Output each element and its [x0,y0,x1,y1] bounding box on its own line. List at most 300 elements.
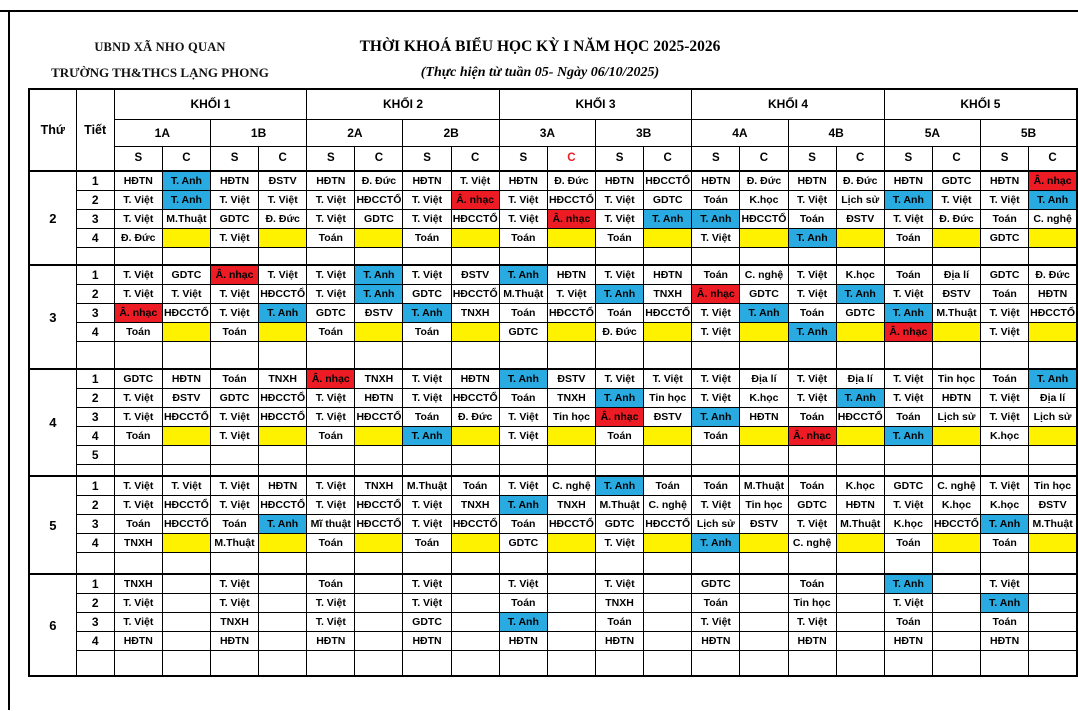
subject-cell: Đ. Đức [740,171,788,190]
session-header: C [1029,146,1077,171]
subject-cell: Tin học [932,369,980,388]
subject-cell: Toán [596,303,644,322]
empty-cell [403,247,451,265]
subject-cell: Â. nhạc [547,209,595,228]
subject-cell: Toán [788,574,836,593]
empty-cell [210,341,258,369]
subject-cell: Toán [210,369,258,388]
day-label: 6 [29,574,76,676]
subject-cell: TNXH [355,476,403,495]
empty-cell [547,552,595,574]
subject-cell: GDTC [403,612,451,631]
subject-cell [355,612,403,631]
empty-cell [740,341,788,369]
empty-cell [788,464,836,476]
session-header: C [740,146,788,171]
subject-cell: GDTC [162,265,210,284]
day-label: 5 [29,476,76,574]
empty-cell [403,650,451,676]
subject-cell: T. Anh [981,514,1029,533]
period-number: 1 [76,574,114,593]
day-block-3 [29,265,1077,369]
subject-cell: HĐTN [884,631,932,650]
empty-cell [259,247,307,265]
subject-cell: ĐSTV [836,209,884,228]
empty-cell [692,650,740,676]
subject-cell [932,533,980,552]
subject-cell: T. Anh [836,284,884,303]
subject-cell: T. Anh [259,303,307,322]
subject-cell: Toán [884,407,932,426]
period-number: 2 [76,495,114,514]
subject-cell [692,445,740,464]
period-number-empty [76,552,114,574]
subject-cell: HĐTN [884,171,932,190]
subject-cell [836,612,884,631]
subject-cell [355,228,403,247]
timetable-row [29,190,1077,209]
subject-cell [162,322,210,341]
empty-cell [932,464,980,476]
session-header: S [981,146,1029,171]
subject-cell: Toán [114,322,162,341]
empty-cell [932,341,980,369]
empty-cell [836,650,884,676]
subject-cell: T. Anh [884,190,932,209]
subject-cell: TNXH [259,369,307,388]
subject-cell: HĐTN [403,631,451,650]
subject-cell: GDTC [740,284,788,303]
subject-cell: TNXH [210,612,258,631]
subject-cell: T. Anh [499,369,547,388]
subject-cell [644,426,692,445]
empty-cell [692,552,740,574]
period-number: 3 [76,407,114,426]
subject-cell [788,445,836,464]
subject-cell [644,574,692,593]
subject-cell: TNXH [547,388,595,407]
subject-cell: HĐTN [644,265,692,284]
subject-cell: T. Việt [210,284,258,303]
subject-cell: Â. nhạc [596,407,644,426]
subject-cell: TNXH [596,593,644,612]
subject-cell: Địa lí [836,369,884,388]
day-block-4 [29,369,1077,476]
subject-cell: T. Việt [932,190,980,209]
subject-cell: HĐCCTỔ [644,171,692,190]
subject-cell: T. Việt [981,322,1029,341]
subject-cell: HĐTN [307,171,355,190]
subject-cell: T. Việt [692,369,740,388]
empty-cell [644,650,692,676]
subject-cell: Toán [788,209,836,228]
subject-cell: T. Việt [210,190,258,209]
group-header-5: KHỐI 5 [884,89,1077,119]
subject-cell: HĐCCTỔ [355,190,403,209]
timetable-row [29,228,1077,247]
period-number-empty [76,464,114,476]
subject-cell: Địa lí [932,265,980,284]
subject-cell [259,593,307,612]
subject-cell: GDTC [210,209,258,228]
subject-cell: T. Anh [836,388,884,407]
subject-cell [355,574,403,593]
subject-cell [1029,228,1077,247]
subject-cell [547,228,595,247]
subject-cell: T. Việt [644,369,692,388]
subject-cell [259,426,307,445]
subject-cell: HĐTN [210,631,258,650]
subject-cell: Toán [692,426,740,445]
subject-cell: Toán [499,228,547,247]
period-number: 1 [76,171,114,190]
subject-cell: T. Việt [596,574,644,593]
subject-cell: K.học [932,495,980,514]
subject-cell: T. Việt [692,612,740,631]
empty-cell [114,464,162,476]
subject-cell: HĐTN [788,631,836,650]
empty-cell [644,341,692,369]
subject-cell: T. Việt [114,388,162,407]
subject-cell: T. Việt [210,495,258,514]
empty-cell [1029,464,1077,476]
subject-cell: Â. nhạc [307,369,355,388]
subject-cell: T. Việt [788,190,836,209]
subject-cell: T. Anh [788,228,836,247]
subject-cell: Địa lí [740,369,788,388]
subject-cell: Mĩ thuật [307,514,355,533]
subject-cell: T. Việt [210,574,258,593]
empty-cell [355,247,403,265]
timetable-row [29,631,1077,650]
subject-cell [499,445,547,464]
subject-cell: Toán [499,388,547,407]
empty-cell [596,650,644,676]
group-header-2: KHỐI 2 [307,89,500,119]
empty-cell [499,341,547,369]
period-number: 4 [76,631,114,650]
class-header-5B: 5B [981,119,1077,146]
subject-cell: Toán [884,612,932,631]
subject-cell: TNXH [114,574,162,593]
empty-cell [403,552,451,574]
subject-cell: Đ. Đức [547,171,595,190]
subject-cell: T. Việt [307,612,355,631]
class-header-3B: 3B [596,119,692,146]
subject-cell: T. Việt [307,388,355,407]
subject-cell: T. Việt [162,284,210,303]
subject-cell: HĐTN [740,407,788,426]
empty-cell [114,341,162,369]
subject-cell: HĐCCTỔ [451,388,499,407]
subject-cell [1029,574,1077,593]
subject-cell: Lịch sử [836,190,884,209]
subject-cell: T. Anh [162,190,210,209]
subject-cell [740,426,788,445]
subject-cell: T. Việt [981,407,1029,426]
subject-cell: M.Thuật [932,303,980,322]
subject-cell [259,228,307,247]
period-number: 4 [76,322,114,341]
session-header: S [403,146,451,171]
subject-cell: K.học [836,265,884,284]
timetable-row [29,369,1077,388]
subject-cell: K.học [981,495,1029,514]
empty-cell [162,464,210,476]
empty-cell [884,464,932,476]
subject-cell: HĐCCTỔ [355,514,403,533]
empty-cell [596,552,644,574]
subject-cell: HĐTN [114,171,162,190]
empty-cell [692,247,740,265]
empty-cell [932,247,980,265]
period-number: 4 [76,228,114,247]
subject-cell [451,445,499,464]
empty-cell [259,341,307,369]
subject-cell [355,533,403,552]
session-header: S [114,146,162,171]
subject-cell [740,612,788,631]
subject-cell: HĐCCTỔ [162,407,210,426]
subject-cell: HĐTN [547,265,595,284]
empty-cell [740,247,788,265]
empty-cell [162,552,210,574]
subject-cell: ĐSTV [547,369,595,388]
subject-cell [355,631,403,650]
subject-cell: HĐTN [596,631,644,650]
subject-cell: T. Việt [114,284,162,303]
subject-cell: T. Việt [210,303,258,322]
subject-cell: T. Việt [596,190,644,209]
subject-cell: ĐSTV [740,514,788,533]
subject-cell: HĐTN [162,369,210,388]
subject-cell: Đ. Đức [451,407,499,426]
subject-cell: C. nghệ [547,476,595,495]
subject-cell: M.Thuật [162,209,210,228]
subject-cell: HĐCCTỔ [740,209,788,228]
subject-cell: Đ. Đức [932,209,980,228]
subject-cell: Â. nhạc [114,303,162,322]
page-frame-top-line [0,10,1078,12]
subject-cell: T. Việt [114,265,162,284]
subject-cell [932,445,980,464]
empty-cell [740,552,788,574]
subject-cell: C. nghệ [1029,209,1077,228]
subject-cell: T. Anh [981,593,1029,612]
subject-cell: Toán [692,265,740,284]
subject-cell: C. nghệ [644,495,692,514]
subject-cell: GDTC [596,514,644,533]
timetable-row [29,533,1077,552]
timetable-row [29,284,1077,303]
empty-cell [836,247,884,265]
subject-cell: Toán [210,514,258,533]
empty-cell [596,341,644,369]
day-filler-row [29,247,1077,265]
subject-cell [740,445,788,464]
subject-cell: GDTC [114,369,162,388]
subject-cell: T. Việt [114,190,162,209]
subject-cell: T. Việt [692,322,740,341]
subject-cell: Tin học [788,593,836,612]
subject-cell: HĐCCTỔ [355,495,403,514]
empty-cell [788,552,836,574]
subject-cell [259,612,307,631]
subject-cell: T. Việt [114,407,162,426]
subject-cell: T. Việt [596,533,644,552]
subject-cell [162,426,210,445]
empty-cell [403,464,451,476]
subject-cell: Toán [884,265,932,284]
session-header: S [788,146,836,171]
subject-cell [547,612,595,631]
subject-cell: T. Anh [884,303,932,322]
subject-cell: Toán [788,476,836,495]
empty-cell [932,650,980,676]
subject-cell: Lịch sử [932,407,980,426]
subject-cell: T. Việt [307,209,355,228]
subject-cell: Toán [403,228,451,247]
session-header: S [596,146,644,171]
subject-cell [355,445,403,464]
empty-cell [836,341,884,369]
subject-cell: HĐTN [596,171,644,190]
empty-cell [788,650,836,676]
subject-cell: T. Anh [692,209,740,228]
subject-cell [884,445,932,464]
subject-cell: Toán [210,322,258,341]
subject-cell: K.học [884,514,932,533]
subject-cell: TNXH [451,303,499,322]
subject-cell: HĐTN [259,476,307,495]
subject-cell: Toán [499,593,547,612]
session-header: C [451,146,499,171]
subject-cell: T. Anh [355,265,403,284]
subject-cell: T. Việt [403,574,451,593]
subject-cell: T. Việt [692,303,740,322]
subject-cell: C. nghệ [788,533,836,552]
period-number: 2 [76,388,114,407]
subject-cell: T. Việt [307,476,355,495]
empty-cell [259,552,307,574]
subject-cell [162,445,210,464]
session-header: S [210,146,258,171]
subject-cell [547,322,595,341]
school-header [30,40,290,81]
day-label: 4 [29,369,76,476]
subject-cell: ĐSTV [259,171,307,190]
subject-cell: T. Việt [884,369,932,388]
page-subtitle: (Thực hiện từ tuần 05- Ngày 06/10/2025) [420,65,660,80]
subject-cell: T. Việt [114,593,162,612]
timetable-row [29,612,1077,631]
subject-cell: T. Anh [692,533,740,552]
period-number-empty [76,341,114,369]
empty-cell [499,650,547,676]
subject-cell: K.học [740,388,788,407]
session-header: S [307,146,355,171]
period-number: 3 [76,514,114,533]
empty-cell [596,464,644,476]
timetable-row [29,388,1077,407]
subject-cell [210,445,258,464]
subject-cell: T. Việt [259,265,307,284]
subject-cell: HĐCCTỔ [259,495,307,514]
subject-cell: HĐTN [981,171,1029,190]
subject-cell [451,631,499,650]
subject-cell: T. Việt [162,476,210,495]
header-row-groups [29,89,1077,119]
subject-cell: GDTC [932,171,980,190]
day-filler-row [29,341,1077,369]
timetable-row [29,476,1077,495]
class-header-2B: 2B [403,119,499,146]
subject-cell: Toán [114,514,162,533]
subject-cell: TNXH [114,533,162,552]
subject-cell: Tin học [644,388,692,407]
subject-cell: Toán [981,533,1029,552]
subject-cell: T. Việt [981,303,1029,322]
class-header-3A: 3A [499,119,595,146]
subject-cell: T. Việt [884,593,932,612]
subject-cell: T. Việt [403,593,451,612]
subject-cell: Toán [644,476,692,495]
timetable-header [29,89,1077,171]
subject-cell [259,322,307,341]
subject-cell: T. Việt [499,476,547,495]
subject-cell: T. Việt [981,476,1029,495]
subject-cell: T. Anh [644,209,692,228]
subject-cell [1029,322,1077,341]
empty-cell [981,650,1029,676]
empty-cell [740,650,788,676]
subject-cell: Đ. Đức [836,171,884,190]
period-number-empty [76,247,114,265]
class-header-1B: 1B [210,119,306,146]
subject-cell: ĐSTV [451,265,499,284]
subject-cell: M.Thuật [596,495,644,514]
subject-cell: T. Anh [596,284,644,303]
empty-cell [451,650,499,676]
school-name: TRƯỜNG TH&THCS LẠNG PHONG [51,65,269,80]
class-header-4A: 4A [692,119,788,146]
subject-cell [740,322,788,341]
subject-cell: T. Việt [596,209,644,228]
empty-cell [692,341,740,369]
class-header-1A: 1A [114,119,210,146]
empty-cell [162,341,210,369]
session-header: C [932,146,980,171]
session-header: C [259,146,307,171]
subject-cell: T. Việt [210,426,258,445]
subject-cell [1029,533,1077,552]
subject-cell: T. Việt [114,209,162,228]
subject-cell [162,593,210,612]
subject-cell: T. Anh [355,284,403,303]
subject-cell [259,533,307,552]
subject-cell [403,445,451,464]
empty-cell [210,464,258,476]
subject-cell: GDTC [981,228,1029,247]
subject-cell: Toán [403,533,451,552]
day-filler-row [29,650,1077,676]
corner-day-label: Thứ [29,89,76,171]
subject-cell [981,445,1029,464]
subject-cell: T. Việt [403,388,451,407]
subject-cell: M.Thuật [740,476,788,495]
empty-cell [788,247,836,265]
subject-cell: Tin học [547,407,595,426]
